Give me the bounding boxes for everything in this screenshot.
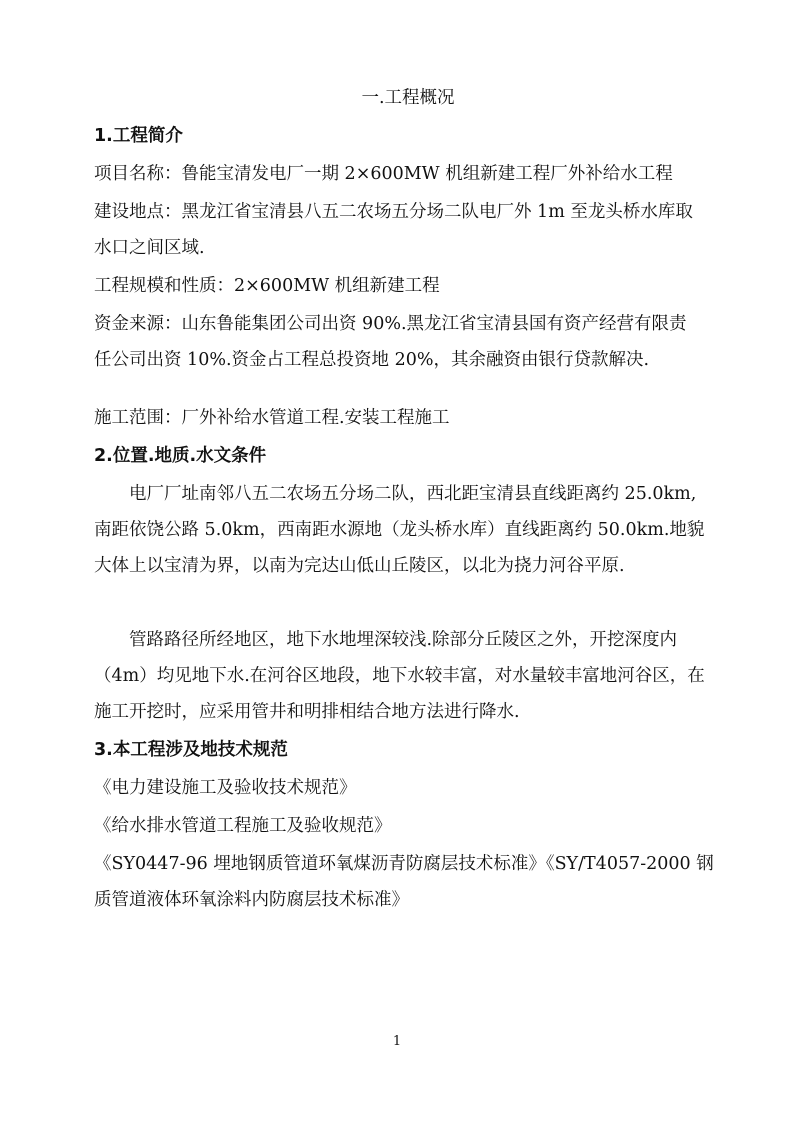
construction-location: [94, 198, 722, 263]
funding-line: 任公司出资 10%.资金占工程总投资地 20%，其余融资由银行贷款解决.: [94, 350, 650, 370]
section-3-heading: 3.本工程涉及地技术规范: [94, 740, 288, 760]
spacer: [94, 384, 722, 404]
paragraph-line: 管路路径所经地区，地下水地埋深较浅.除部分丘陵区之外，开挖深度内: [129, 630, 678, 650]
document-page: [94, 84, 722, 924]
location-line: 水口之间区域.: [94, 238, 205, 258]
location-line: 建设地点：黑龙江省宝清县八五二农场五分场二队电厂外 1m 至龙头桥水库取: [94, 202, 693, 222]
standard-item: 《给水排水管道工程施工及验收规范》: [94, 816, 392, 836]
standard-item: [94, 850, 722, 915]
paragraph-line: 南距依饶公路 5.0km，西南距水源地（龙头桥水库）直线距离约 50.0km.地貌: [94, 520, 705, 540]
paragraph-line: 大体上以宝清为界，以南为完达山低山丘陵区，以北为挠力河谷平原.: [94, 556, 625, 576]
project-name: 项目名称：鲁能宝清发电厂一期 2×600MW 机组新建工程厂外补给水工程: [94, 164, 673, 184]
funding-source: [94, 310, 722, 375]
paragraph-line: 施工开挖时，应采用管井和明排相结合地方法进行降水.: [94, 702, 520, 722]
page-number: 1: [392, 1034, 402, 1049]
standard-item: 《电力建设施工及验收技术规范》: [94, 778, 357, 798]
groundwater-paragraph: [94, 626, 722, 727]
section-2-heading: 2.位置.地质.水文条件: [94, 446, 267, 466]
paragraph-line: （4m）均见地下水.在河谷区地段，地下水较丰富，对水量较丰富地河谷区，在: [94, 666, 705, 686]
standard-line: 《SY0447-96 埋地钢质管道环氧煤沥青防腐层技术标准》《SY/T4057-2000 钢: [94, 854, 714, 874]
standard-line: 质管道液体环氧涂料内防腐层技术标准》: [94, 890, 409, 910]
site-paragraph: [94, 480, 722, 581]
funding-line: 资金来源：山东鲁能集团公司出资 90%.黑龙江省宝清县国有资产经营有限责: [94, 314, 687, 334]
project-scale: 工程规模和性质：2×600MW 机组新建工程: [94, 276, 440, 296]
document-title: 一.工程概况: [361, 88, 455, 108]
construction-scope: 施工范围：厂外补给水管道工程.安装工程施工: [94, 408, 450, 428]
spacer: [94, 590, 722, 626]
section-1-heading: 1.工程简介: [94, 126, 183, 146]
paragraph-line: 电厂厂址南邻八五二农场五分场二队，西北距宝清县直线距离约 25.0km,: [129, 484, 697, 504]
